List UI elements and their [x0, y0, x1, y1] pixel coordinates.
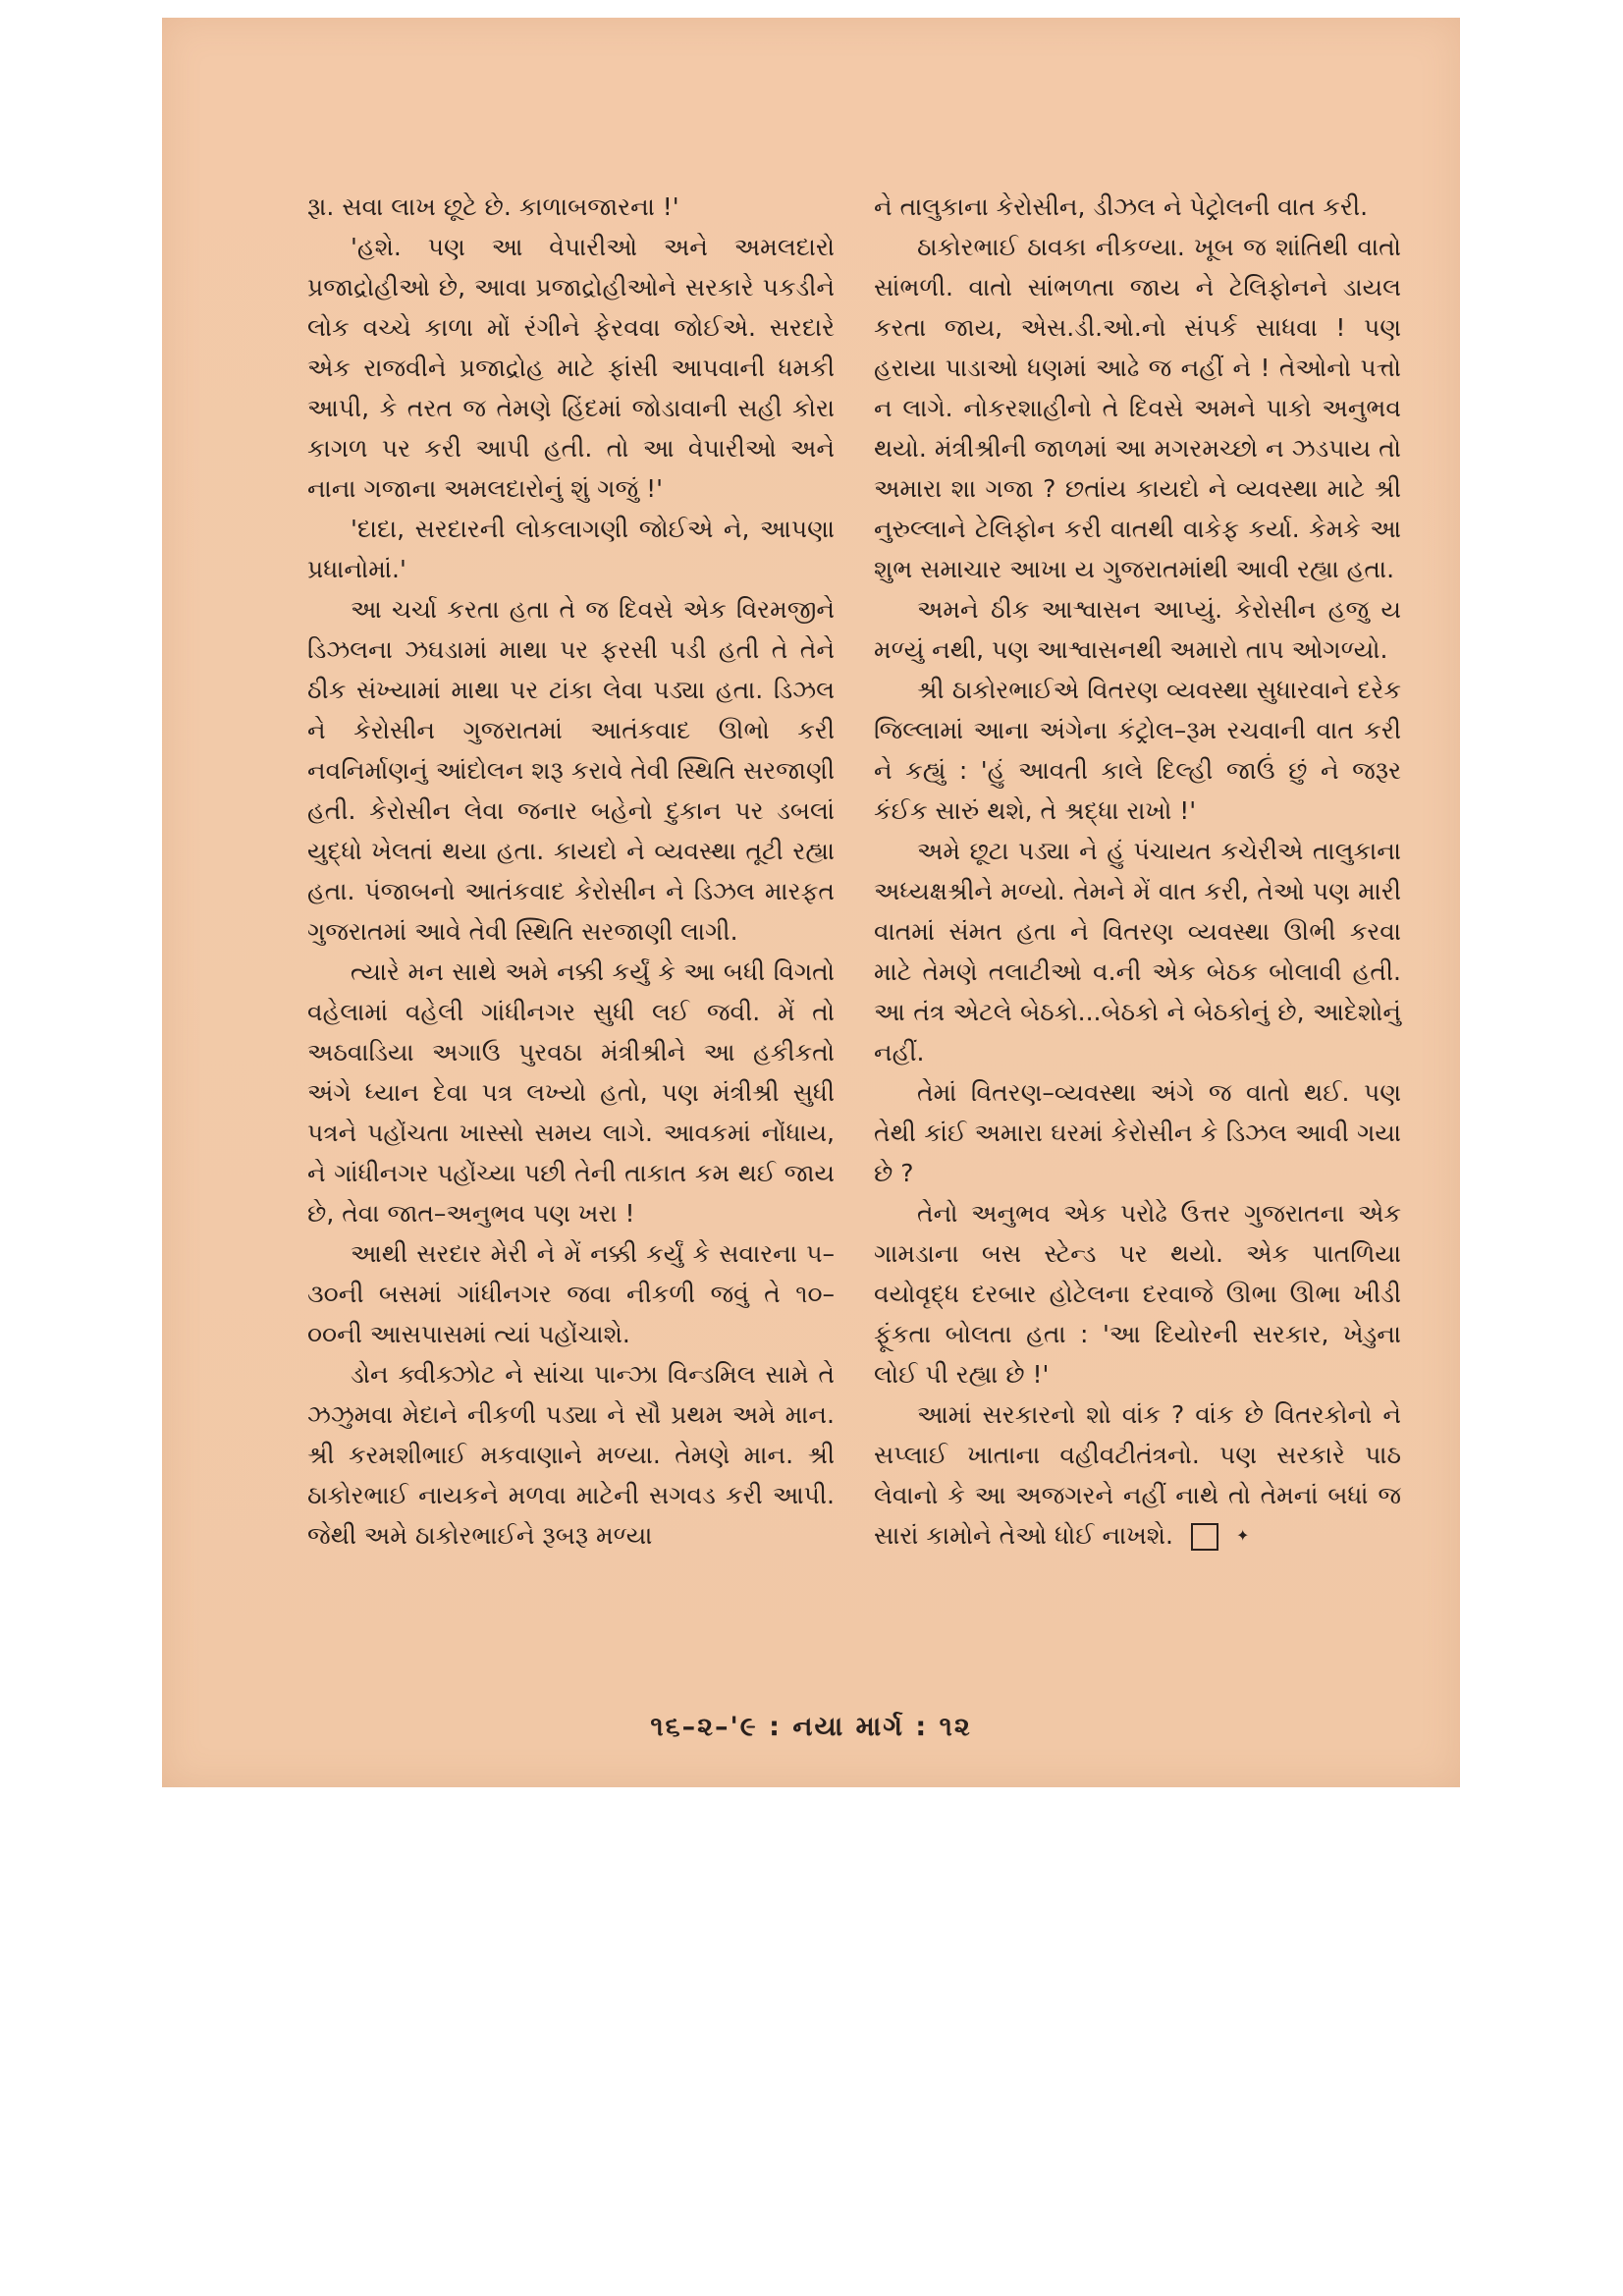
paragraph: ને તાલુકાના કેરોસીન, ડીઝલ ને પેટ્રોલની વાત કરી. [874, 192, 1369, 221]
paragraph: 'હશે. પણ આ વેપારીઓ અને અમલદારો પ્રજાદ્રોહીઓ છે, આવા પ્રજાદ્રોહીઓને સરકારે પકડીને લોક વચ્ચે કાળા મોં રંગીને ફેરવવા જોઈએ. સરદારે એક રાજવીને પ્રજાદ્રોહ માટે ફાંસી આપવાની ધમકી આપી, કે તરત જ તેમણે હિંદમાં જોડાવાની સહી કોરા કાગળ પર કરી આપી હતી. તો આ વેપારીઓ અને નાના ગજાના અમલદારોનું શું ગજું !' [307, 233, 835, 503]
right-column [874, 187, 1401, 1556]
paragraph: આ ચર્ચા કરતા હતા તે જ દિવસે એક વિરમજીને ડિઝલના ઝઘડામાં માથા પર ફરસી પડી હતી તે તેને ઠીક સંખ્યામાં માથા પર ટાંકા લેવા પડ્યા હતા. ડિઝલ ને કેરોસીન ગુજરાતમાં આતંકવાદ ઊભો કરી નવનિર્માણનું આંદોલન શરૂ કરાવે તેવી સ્થિતિ સરજાણી હતી. કેરોસીન લેવા જનાર બહેનો દુકાન પર ડબલાં યુદ્ધો ખેલતાં થયા હતા. કાયદો ને વ્યવસ્થા તૂટી રહ્યા હતા. પંજાબનો આતંકવાદ કેરોસીન ને ડિઝલ મારફત ગુજરાતમાં આવે તેવી સ્થિતિ સરજાણી લાગી. [307, 595, 835, 946]
paragraph: આથી સરદાર મેરી ને મેં નક્કી કર્યું કે સવારના ૫–૩૦ની બસમાં ગાંધીનગર જવા નીકળી જવું તે ૧૦–૦૦ની આસપાસમાં ત્યાં પહોંચાશે. [307, 1239, 835, 1348]
paragraph: તેનો અનુભવ એક પરોઢે ઉત્તર ગુજરાતના એક ગામડાના બસ સ્ટેન્ડ પર થયો. એક પાતળિયા વયોવૃદ્ધ દરબાર હોટેલના દરવાજે ઊભા ઊભા ખીડી ફૂંકતા બોલતા હતા : 'આ દિયોરની સરકાર, ખેડુના લોઈ પી રહ્યા છે !' [874, 1199, 1401, 1389]
paragraph: 'દાદા, સરદારની લોકલાગણી જોઈએ ને, આપણા પ્રધાનોમાં.' [307, 515, 835, 583]
magazine-page [162, 18, 1460, 1787]
left-column [307, 187, 835, 1556]
page-footer: ૧૬–૨–'૯ : નયા માર્ગ : ૧૨ [650, 1712, 972, 1742]
paragraph-text: આમાં સરકારનો શો વાંક ? વાંક છે વિતરકોનો ને સપ્લાઈ ખાતાના વહીવટીતંત્રનો. પણ સરકારે પાઠ લેવાનો કે આ અજગરને નહીં નાથે તો તેમનાં બધાં જ સારાં કામોને તેઓ ધોઈ નાખશે. [874, 1400, 1401, 1550]
paragraph: અમે છૂટા પડ્યા ને હું પંચાયત કચેરીએ તાલુકાના અધ્યક્ષશ્રીને મળ્યો. તેમને મેં વાત કરી, તેઓ પણ મારી વાતમાં સંમત હતા ને વિતરણ વ્યવસ્થા ઊભી કરવા માટે તેમણે તલાટીઓ વ.ની એક બેઠક બોલાવી હતી. આ તંત્ર એટલે બેઠકો...બેઠકો ને બેઠકોનું છે, આદેશોનું નહીં. [874, 837, 1401, 1066]
end-mark-icon: ✦ [1191, 1523, 1218, 1551]
paragraph: તેમાં વિતરણ–વ્યવસ્થા અંગે જ વાતો થઈ. પણ તેથી કાંઈ અમારા ઘરમાં કેરોસીન કે ડિઝલ આવી ગયા છે ? [874, 1078, 1401, 1187]
paragraph: ડોન ક્વીક્ઝોટ ને સાંચા પાન્ઝા વિન્ડમિલ સામે તે ઝઝુમવા મેદાને નીકળી પડ્યા ને સૌ પ્રથમ અમે માન. શ્રી કરમશીભાઈ મકવાણાને મળ્યા. તેમણે માન. શ્રી ઠાકોરભાઈ નાયકને મળવા માટેની સગવડ કરી આપી. જેથી અમે ઠાકોરભાઈને રૂબરૂ મળ્યા [307, 1360, 835, 1550]
paragraph: ઠાકોરભાઈ ઠાવકા નીકળ્યા. ખૂબ જ શાંતિથી વાતો સાંભળી. વાતો સાંભળતા જાય ને ટેલિફોનને ડાયલ કરતા જાય, એસ.ડી.ઓ.નો સંપર્ક સાધવા ! પણ હરાયા પાડાઓ ધણમાં આઢે જ નહીં ને ! તેઓનો પત્તો ન લાગે. નોકરશાહીનો તે દિવસે અમને પાકો અનુભવ થયો. મંત્રીશ્રીની જાળમાં આ મગરમચ્છો ન ઝડપાય તો અમારા શા ગજા ? છતાંય કાયદો ને વ્યવસ્થા માટે શ્રી નુરુલ્લાને ટેલિફોન કરી વાતથી વાકેફ કર્યા. કેમકે આ શુભ સમાચાર આખા ય ગુજરાતમાંથી આવી રહ્યા હતા. [874, 233, 1401, 583]
paragraph: અમને ઠીક આશ્વાસન આપ્યું. કેરોસીન હજુ ય મળ્યું નથી, પણ આશ્વાસનથી અમારો તાપ ઓગળ્યો. [874, 595, 1401, 664]
paragraph: રૂા. સવા લાખ છૂટે છે. કાળાબજારના !' [307, 192, 679, 221]
paragraph: શ્રી ઠાકોરભાઈએ વિતરણ વ્યવસ્થા સુધારવાને દરેક જિલ્લામાં આના અંગેના કંટ્રોલ–રૂમ રચવાની વાત કરી ને કહ્યું : 'હું આવતી કાલે દિલ્હી જાઉં છું ને જરૂર કંઈક સારું થશે, તે શ્રદ્ધા રાખો !' [874, 676, 1401, 825]
paragraph: ત્યારે મન સાથે અમે નક્કી કર્યું કે આ બધી વિગતો વહેલામાં વહેલી ગાંધીનગર સુધી લઈ જવી. મેં તો અઠવાડિયા અગાઉ પુરવઠા મંત્રીશ્રીને આ હકીકતો અંગે ધ્યાન દેવા પત્ર લખ્યો હતો, પણ મંત્રીશ્રી સુધી પત્રને પહોંચતા ખાસ્સો સમય લાગે. આવકમાં નોંધાય, ને ગાંધીનગર પહોંચ્યા પછી તેની તાકાત કમ થઈ જાય છે, તેવા જાત–અનુભવ પણ ખરા ! [307, 957, 835, 1228]
paragraph-last [874, 1394, 1401, 1556]
